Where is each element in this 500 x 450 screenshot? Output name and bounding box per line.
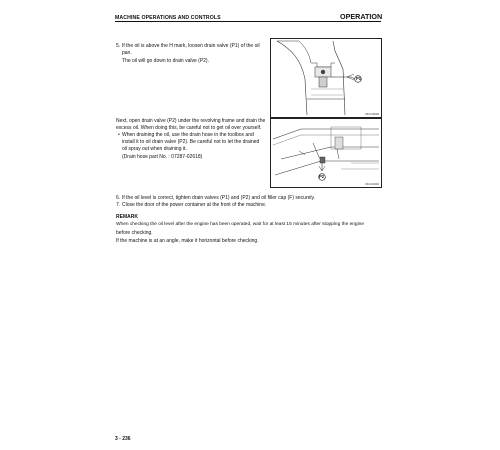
bullet-line-1: When draining the oil, use the drain hose in the toolbox and bbox=[122, 132, 254, 138]
oil-pan-illustration bbox=[271, 39, 381, 117]
remark-line-3: If the machine is at an angle, make it horizontal before checking. bbox=[116, 238, 259, 244]
figure-1-code: RKA10030 bbox=[365, 112, 379, 116]
drain-para-line-1: Next, open drain valve (P2) under the revolving frame and drain the bbox=[116, 118, 266, 124]
header-rule bbox=[115, 21, 381, 22]
step-5-line-3: The oil will go down to drain valve (P2). bbox=[122, 58, 209, 64]
figure-revolving-frame-drain-valve bbox=[270, 118, 382, 188]
section-title: MACHINE OPERATIONS AND CONTROLS bbox=[115, 15, 221, 21]
figure-oil-pan-drain-valve bbox=[270, 38, 382, 118]
remark-line-1: When checking the oil level after the engine has been operated, wait for at least 15 minutes after stopping the engine bbox=[116, 222, 364, 227]
step-5-number: 5. bbox=[116, 43, 121, 49]
figure-1-callout-label: P1 bbox=[356, 76, 362, 81]
step-7-number: 7. bbox=[116, 202, 121, 208]
step-5-line-2: pan. bbox=[122, 50, 132, 56]
page-number: 3 - 236 bbox=[115, 436, 131, 442]
chapter-title: OPERATION bbox=[340, 12, 383, 21]
figure-2-callout-label: P2 bbox=[319, 174, 325, 179]
figure-2-code: RKA10040 bbox=[365, 182, 379, 186]
drain-para-line-2: excess oil. When doing this, be careful not to get oil over yourself. bbox=[116, 125, 262, 131]
remark-line-2: before checking. bbox=[116, 230, 153, 236]
bullet-line-3: oil spray out when draining it. bbox=[122, 146, 187, 152]
bullet-marker: • bbox=[118, 132, 120, 138]
bullet-line-2: install it to oil drain valve (P2). Be careful not to let the drained bbox=[122, 139, 260, 145]
remark-title: REMARK bbox=[116, 214, 138, 220]
revolving-frame-illustration bbox=[271, 119, 381, 187]
step-6-text: If the oil level is correct, tighten drain valves (P1) and (P2) and oil filler cap (F) securely. bbox=[122, 195, 316, 201]
drain-hose-part-number: (Drain hose part No. : 07287-02618) bbox=[122, 154, 203, 160]
step-6-number: 6. bbox=[116, 195, 121, 201]
step-7-text: Close the door of the power container at the front of the machine. bbox=[122, 202, 267, 208]
step-5-line-1: If the oil is above the H mark, loosen drain valve (P1) of the oil bbox=[122, 43, 260, 49]
